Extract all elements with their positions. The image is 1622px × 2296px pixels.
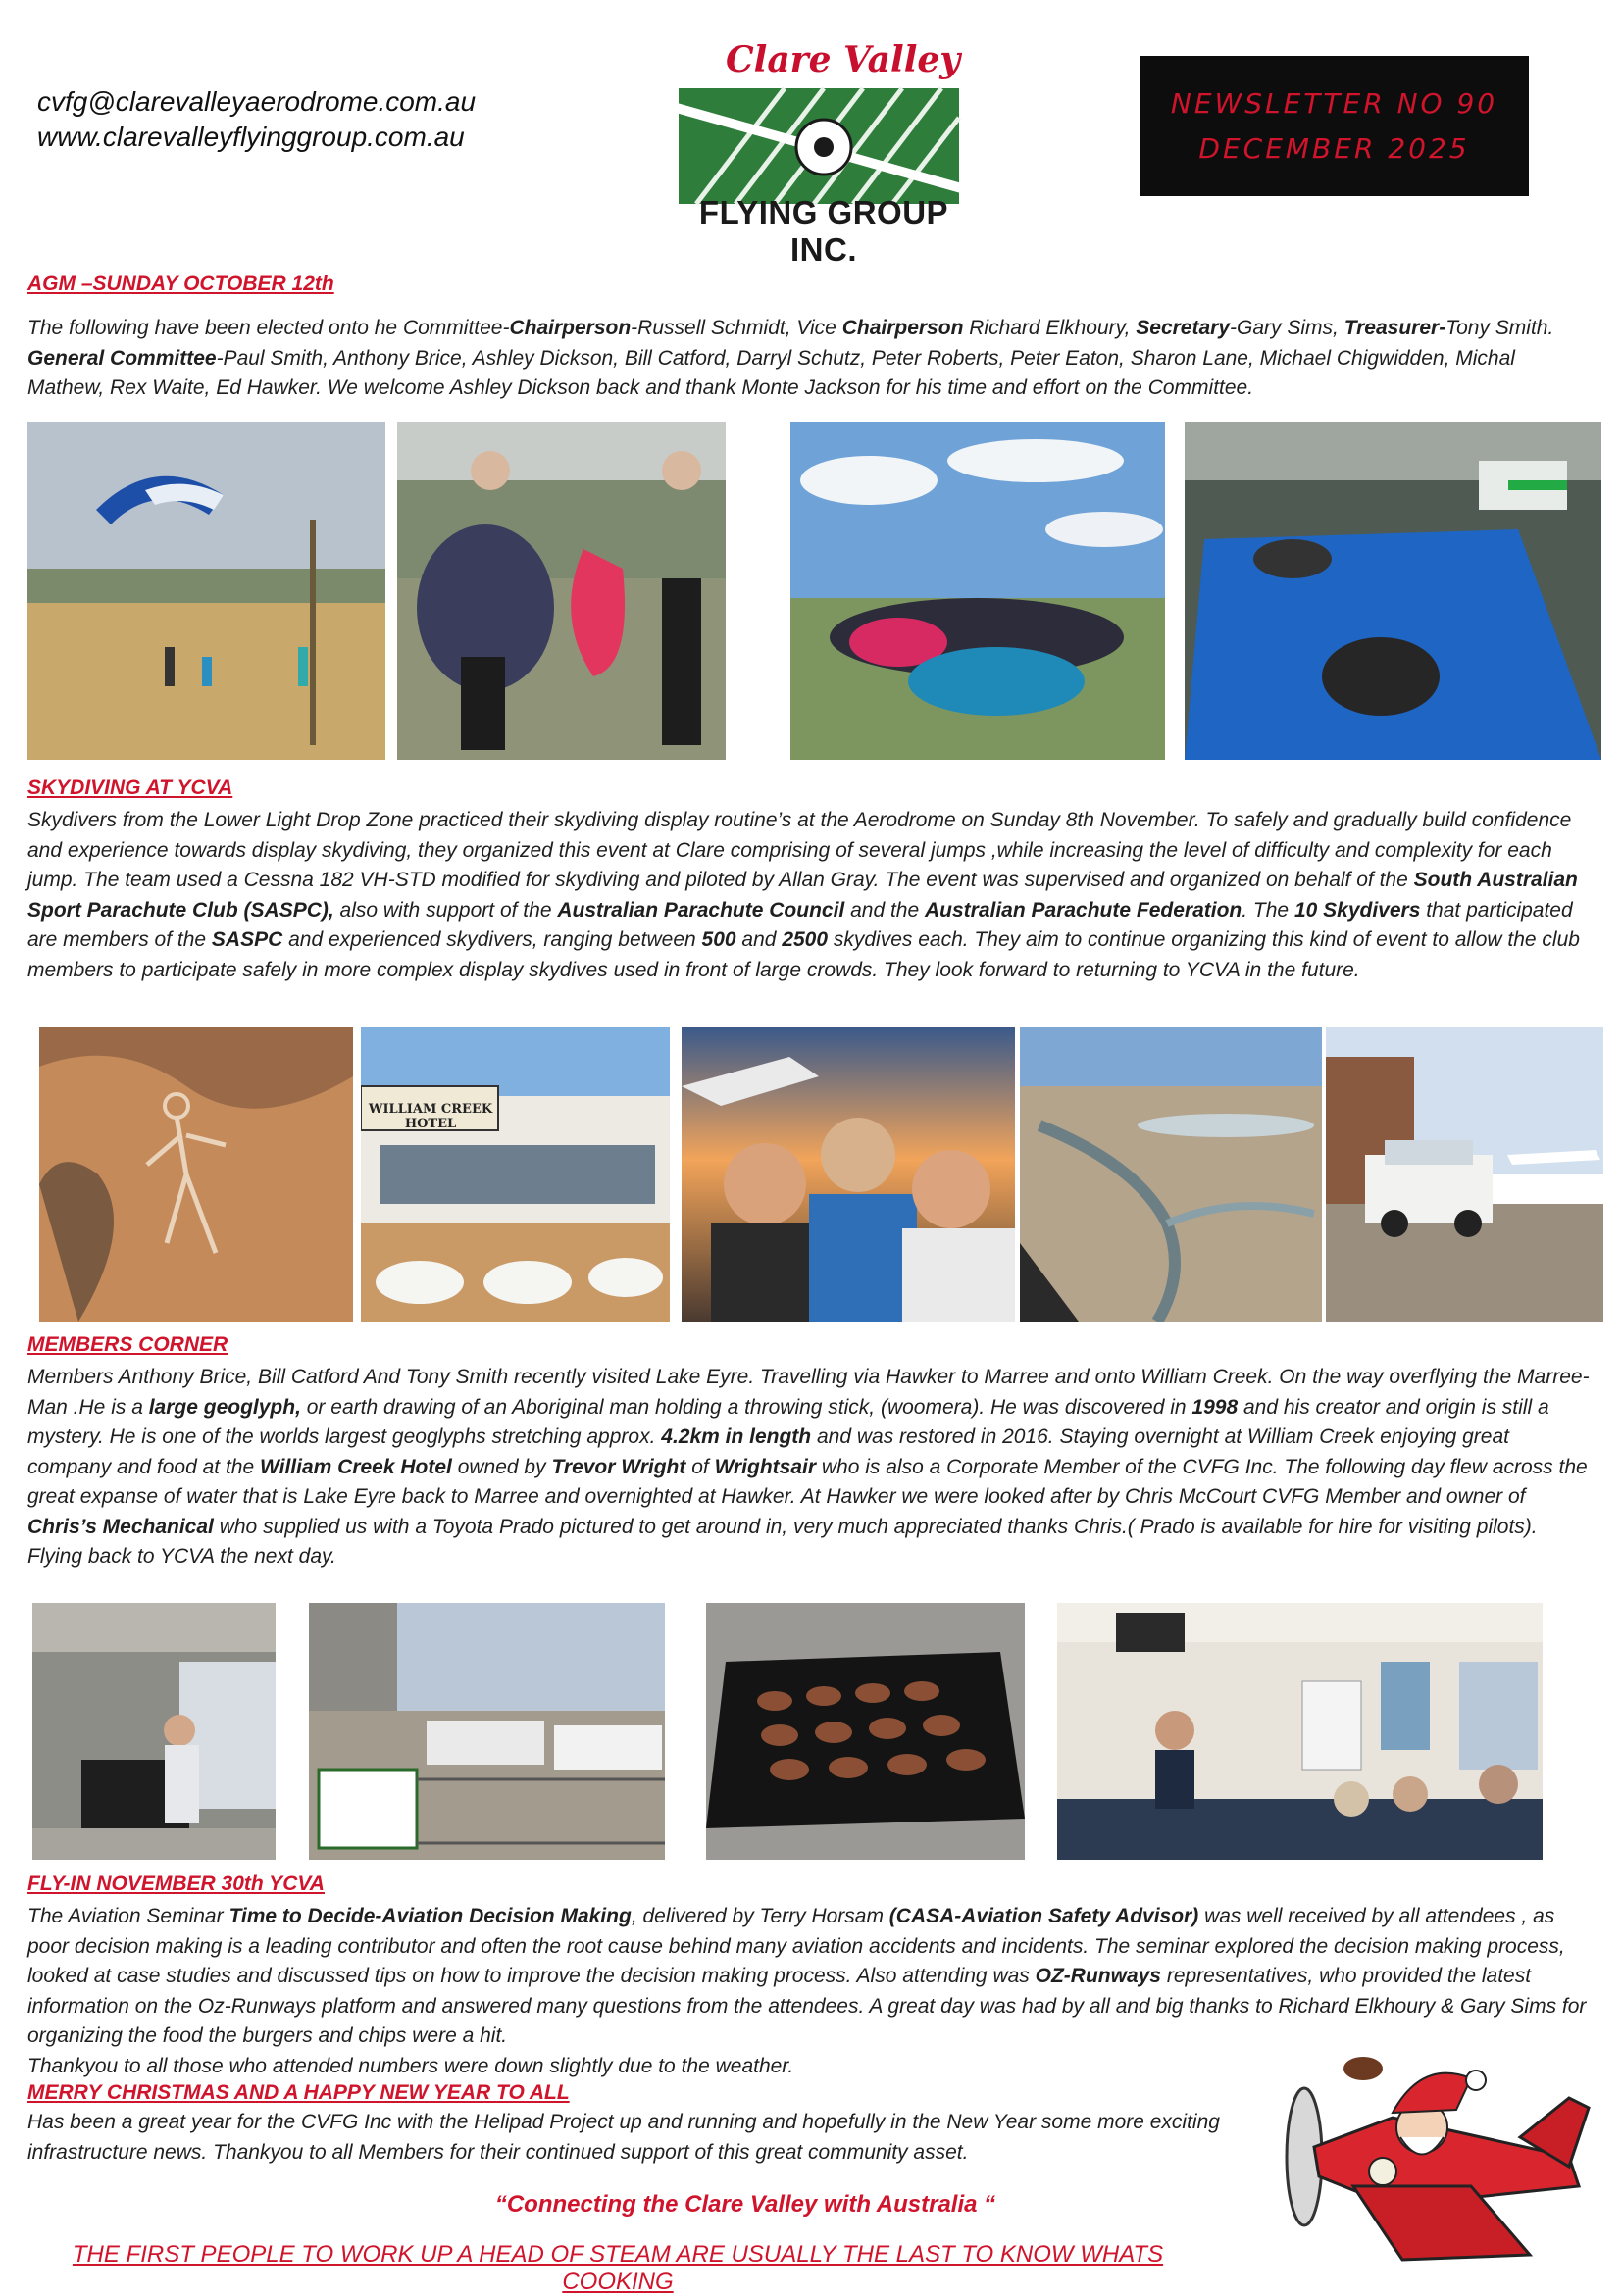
photo-packing-parachutes (1185, 422, 1601, 760)
members-heading: MEMBERS CORNER (27, 1333, 228, 1356)
footer-tagline: THE FIRST PEOPLE TO WORK UP A HEAD OF STEAM ARE USUALLY THE LAST TO KNOW WHATS COOKING (72, 2241, 1164, 2295)
photo-parachute-landing (27, 422, 385, 760)
members-paragraph: Members Anthony Brice, Bill Catford And Tony Smith recently visited Lake Eyre. Travelling via Hawker to Marree and onto William Creek. On the way overflying the Marree-Man .He is a large geoglyph, or earth drawing of an Aboriginal man holding a throwing stick, (woomera). He was discovered in 1998 and his creator and origin is still a mystery. He is one of the worlds largest geoglyphs stretching approx. 4.2km in length and was restored in 2016. Staying overnight at William Creek enjoying great company and food at the William Creek Hotel owned by Trevor Wright of Wrightsair who is also a Corporate Member of the CVFG Inc. The following day flew across the great expanse of water that is Lake Eyre back to Marree and overnighted at Hawker. At Hawker we were looked after by Chris McCourt CVFG Member and owner of Chris’s Mechanical who supplied us with a Toyota Prado pictured to get around in, very much appreciated thanks Chris.( Prado is available for hire for visiting pilots). Flying back to YCVA the next day. (27, 1366, 1590, 1568)
photo-william-creek-hotel (361, 1027, 670, 1322)
photo-selfie-at-sunset (682, 1027, 1015, 1322)
logo-field-graphic (677, 78, 961, 206)
flyin-paragraph: The Aviation Seminar Time to Decide-Aviation Decision Making, delivered by Terry Horsam (CASA-Aviation Safety Advisor) was well received by all attendees , as poor decision making is a leading contributor and often the root cause behind many aviation accidents and incidents. The seminar explored the decision making process, looked at case studies and discussed tips on how to improve the decision making process. Also attending was OZ-Runways representatives, who provided the latest information on the Oz-Runways platform and answered many questions from the attendees. A great day was had by all and big thanks to Richard Elkhoury & Gary Sims for organizing the food the burgers and chips were a hit. Thankyou to all those who attended numbers were down slightly due to the weather. (27, 1905, 1587, 2077)
photo-seminar-room (1057, 1603, 1543, 1860)
logo-brand-text: FLYING GROUP INC. (698, 194, 949, 268)
newsletter-badge (1140, 56, 1529, 196)
footer-quote: “Connecting the Clare Valley with Australia “ (494, 2191, 996, 2218)
website-link[interactable]: www.clarevalleyflyinggroup.com.au (37, 122, 465, 152)
photo-toyota-prado-airstrip (1326, 1027, 1603, 1322)
agm-heading: AGM –SUNDAY OCTOBER 12th (27, 273, 334, 295)
hotel-sign-text: WILLIAM CREEK HOTEL (368, 1102, 493, 1131)
skydiving-heading: SKYDIVING AT YCVA (27, 776, 233, 799)
logo-script-text: Clare Valley (726, 39, 961, 80)
photo-skydiver-group (790, 422, 1165, 760)
photo-aerodrome-gate (309, 1603, 665, 1860)
agm-paragraph: The following have been elected onto he Committee-Chairperson-Russell Schmidt, Vice Chairperson Richard Elkhoury, Secretary-Gary Sims, Treasurer-Tony Smith. General Committee-Paul Smith, Anthony Brice, Ashley Dickson, Bill Catford, Darryl Schutz, Peter Roberts, Peter Eaton, Sharon Lane, Michael Chigwidden, Michal Mathew, Rex Waite, Ed Hawker. We welcome Ashley Dickson back and thank Monte Jackson for his time and effort on the Committee. (27, 317, 1554, 399)
email-link[interactable]: cvfg@clarevalleyaerodrome.com.au (37, 86, 477, 117)
photo-two-skydivers (397, 422, 726, 760)
skydiving-paragraph: Skydivers from the Lower Light Drop Zone practiced their skydiving display routine’s at the Aerodrome on Sunday 8th November. To safely and gradually build confidence and experience towards display skydiving, they organized this event at Clare comprising of several jumps ,while increasing the level of difficulty and complexity for each jump. The team used a Cessna 182 VH-STD modified for skydiving and piloted by Allan Gray. The event was supervised and organized on behalf of the South Australian Sport Parachute Club (SASPC), also with support of the Australian Parachute Council and the Australian Parachute Federation. The 10 Skydivers that participated are members of the SASPC and experienced skydivers, ranging between 500 and 2500 skydives each. They aim to continue organizing this kind of event to allow the club members to participate safely in more complex display skydives used in front of large crowds. They look forward to returning to YCVA in the future. (27, 809, 1580, 981)
photo-bbq-cook (32, 1603, 276, 1860)
flyin-heading: FLY-IN NOVEMBER 30th YCVA (27, 1872, 325, 1895)
photo-marree-man-geoglyph (39, 1027, 353, 1322)
photo-burgers-on-grill (706, 1603, 1025, 1860)
newsletter-date: DECEMBER 2025 (1198, 132, 1470, 165)
christmas-heading: MERRY CHRISTMAS AND A HAPPY NEW YEAR TO ALL (27, 2081, 570, 2104)
club-logo (677, 39, 971, 268)
photo-lake-eyre-aerial (1020, 1027, 1322, 1322)
newsletter-number: NEWSLETTER NO 90 (1170, 87, 1498, 120)
christmas-paragraph: Has been a great year for the CVFG Inc with the Helipad Project up and running and hopefully in the New Year some more exciting infrastructure news. Thankyou to all Members for their continued support of this great community asset. (27, 2111, 1220, 2164)
contact-block (37, 84, 476, 155)
santa-plane-illustration (1275, 2039, 1598, 2274)
